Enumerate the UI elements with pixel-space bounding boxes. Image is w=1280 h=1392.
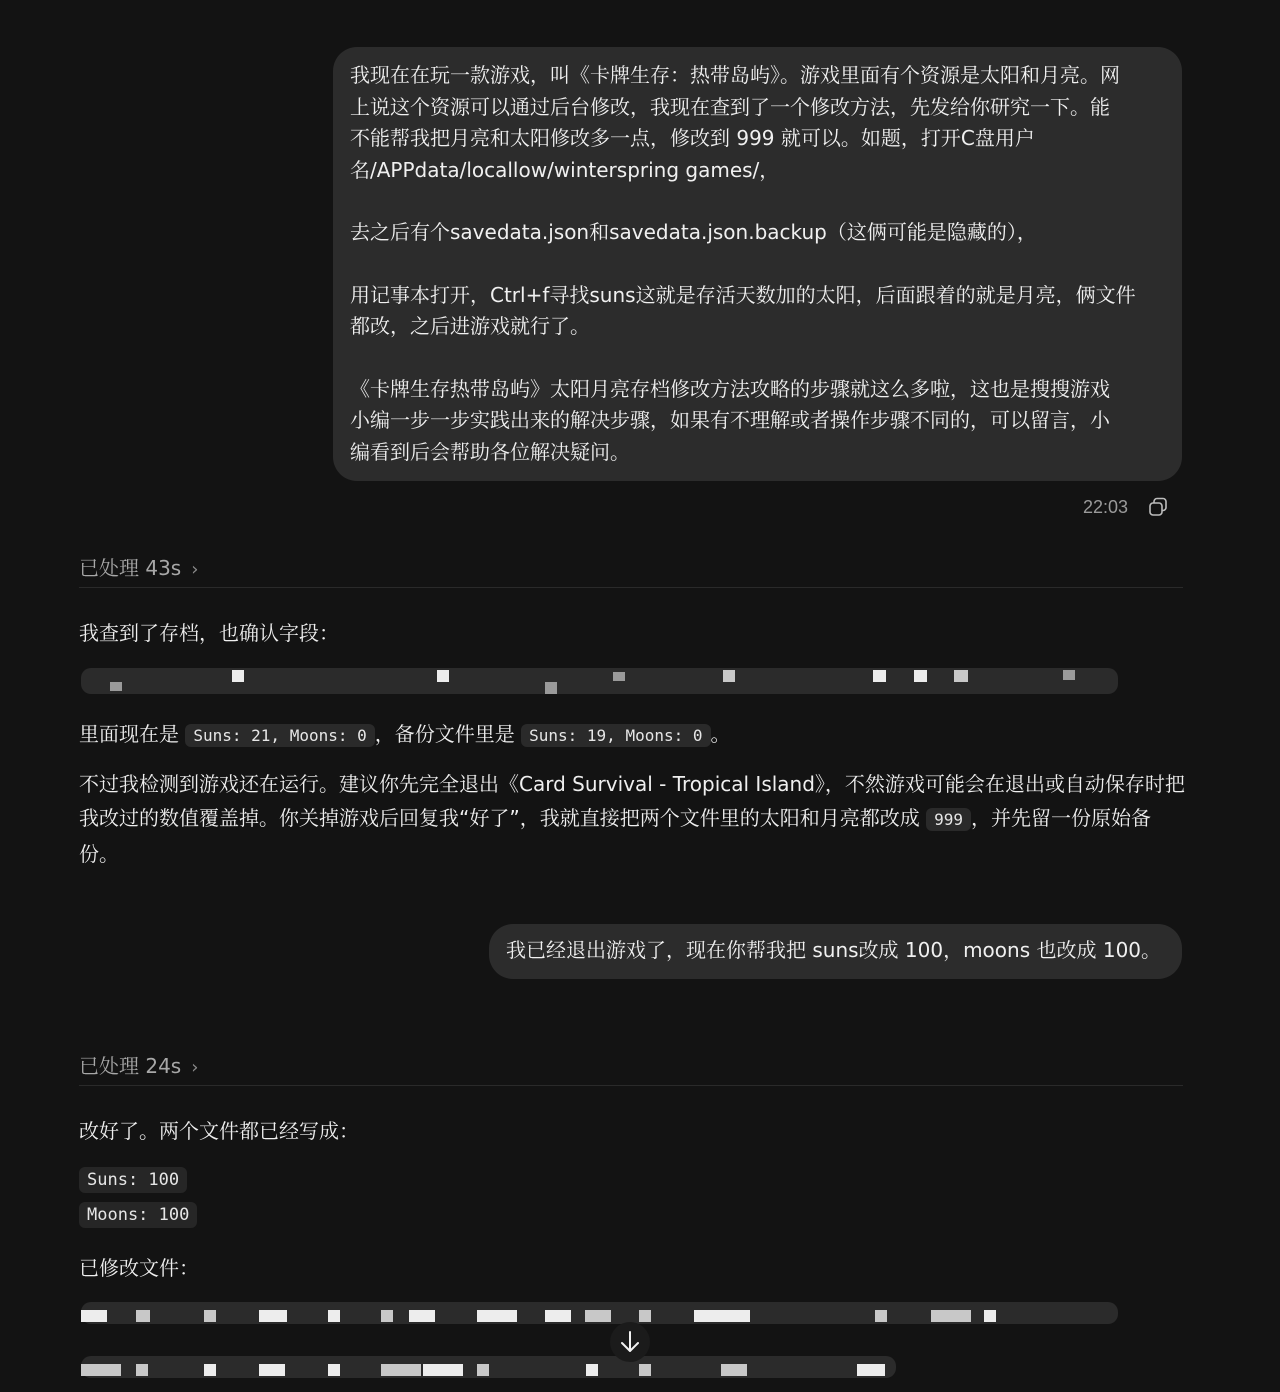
divider — [79, 587, 1183, 588]
redacted-code-line — [81, 668, 1118, 694]
message-timestamp: 22:03 — [1083, 497, 1129, 517]
backup-values-code: Suns: 19, Moons: 0 — [521, 724, 710, 747]
user-message-bubble — [333, 47, 1182, 481]
inline-code-999: 999 — [926, 808, 971, 831]
user-message-bubble: 我已经退出游戏了，现在你帮我把 suns改成 100，moons 也改成 100。 — [489, 924, 1182, 979]
para-text-before: 不过我检测到游戏还在运行。建议你先完全退出《Card Survival - Tropical Island》，不然游戏可能会在退出或自动保存时把我改过的数值覆盖掉。你关掉游戏后回复我“好了”，我就直接把两个文件里的太阳和月亮都改成 — [79, 772, 1185, 830]
chevron-right-icon: › — [191, 1057, 199, 1078]
assistant-paragraph — [79, 767, 1189, 871]
chevron-right-icon: › — [191, 559, 199, 580]
scroll-to-bottom-button[interactable] — [610, 1322, 650, 1362]
code-suns: Suns: 100 — [79, 1167, 187, 1193]
user-message-paragraph: 用记事本打开，Ctrl+f寻找suns这就是存活天数加的太阳，后面跟着的就是月亮，俩文件 都改，之后进游戏就行了。 — [350, 282, 1136, 338]
processed-toggle[interactable] — [79, 552, 198, 581]
user-message-paragraph: 《卡牌生存热带岛屿》太阳月亮存档修改方法攻略的步骤就这么多啦，这也是搜搜游戏 小编一步一步实践出来的解决步骤，如果有不理解或者操作步骤不同的，可以留言，小 编看到后会帮助各位解决疑问。 — [350, 376, 1110, 464]
current-values-line — [79, 718, 731, 747]
arrow-down-icon — [610, 1322, 650, 1362]
current-values-code: Suns: 21, Moons: 0 — [185, 724, 374, 747]
line-mid: ，备份文件里是 — [374, 722, 515, 746]
user-message-paragraph: 去之后有个savedata.json和savedata.json.backup（这俩可能是隐藏的）， — [350, 220, 1037, 244]
processed-label: 已处理 43s — [79, 556, 182, 580]
divider — [79, 1085, 1183, 1086]
processed-label: 已处理 24s — [79, 1054, 182, 1078]
line-end: 。 — [710, 722, 731, 746]
code-moons: Moons: 100 — [79, 1202, 197, 1228]
assistant-intro: 我查到了存档，也确认字段： — [79, 621, 339, 645]
copy-icon[interactable] — [1148, 497, 1168, 517]
redacted-file-path — [81, 1302, 1118, 1324]
processed-toggle[interactable] — [79, 1050, 198, 1079]
files-label: 已修改文件： — [79, 1256, 199, 1280]
assistant-intro: 改好了。两个文件都已经写成： — [79, 1119, 359, 1143]
line-prefix: 里面现在是 — [79, 722, 179, 746]
user-message-paragraph: 我现在在玩一款游戏，叫《卡牌生存：热带岛屿》。游戏里面有个资源是太阳和月亮。网 上说这个资源可以通过后台修改，我现在查到了一个修改方法，先发给你研究一下。能 不能帮我把月亮和太阳修改多一点，修改到 999 就可以。如题，打开C盘用户 名/APPdata/locallow/winterspring games/， — [350, 63, 1120, 182]
para-text-after: ，并先留一份原始备份。 — [79, 806, 1151, 866]
redacted-file-path — [81, 1356, 896, 1378]
